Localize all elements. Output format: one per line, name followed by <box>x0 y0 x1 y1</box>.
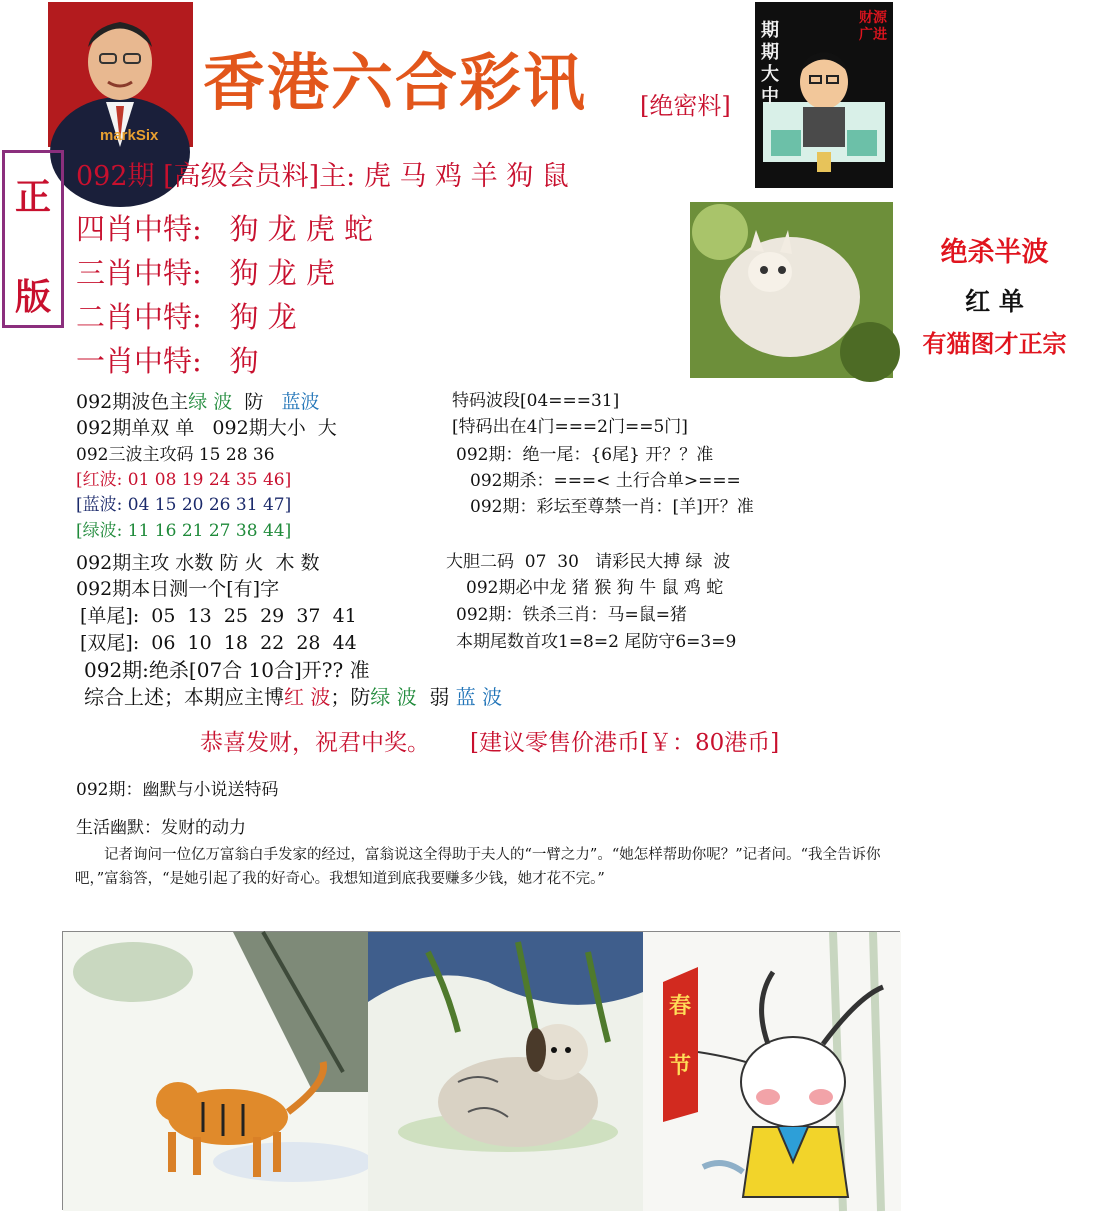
wave-mid: 防 <box>232 391 276 413</box>
pick-four <box>76 212 374 246</box>
wave-green: 绿 波 <box>188 391 233 413</box>
daily-char-line: 092期本日测一个[有]字 <box>76 578 280 600</box>
wave-prefix: 092期波色主 <box>76 391 189 413</box>
pick-three <box>76 256 335 290</box>
kill-combo-line: 092期杀：===< 土行合单>=== <box>470 471 741 491</box>
goat-cartoon <box>643 932 901 1209</box>
green-wave-line: [绿波: 11 16 21 27 38 44] <box>76 521 292 541</box>
pick-label: 三肖中特: <box>76 256 202 290</box>
cat-line-2: 红 单 <box>965 287 1024 316</box>
cat-image-box <box>690 202 1067 378</box>
pick-value: 狗 龙 <box>229 300 297 334</box>
badge-top-char: 正 <box>14 176 51 218</box>
photo-caption: markSix <box>100 127 159 144</box>
tail-attack-line: 本期尾数首攻1=8=2 尾防守6=3=9 <box>456 632 737 652</box>
cat-line-3: 有猫图才正宗 <box>922 329 1067 358</box>
summary-green: 绿 波 <box>370 685 417 709</box>
forbidden-line: 092期：彩坛至尊禁一肖：[羊]开？准 <box>470 497 754 517</box>
pick-value: 狗 <box>229 344 259 378</box>
page-subtitle: [绝密料] <box>640 92 731 120</box>
summary-mid: ；防 <box>330 685 371 709</box>
bold-two-line: 大胆二码 07 30 请彩民大搏 绿 波 <box>446 552 731 572</box>
authentic-badge <box>2 150 64 328</box>
banner-char-1: 春 <box>669 993 692 1019</box>
badge-bottom-char: 版 <box>14 276 51 318</box>
page-title: 香港六合彩讯 <box>203 46 588 119</box>
single-tail-line: [单尾]: 05 13 25 29 37 41 <box>80 605 357 627</box>
mascot-cartoon <box>755 2 893 188</box>
presenter-photo <box>48 2 193 147</box>
summary-red: 红 波 <box>284 685 331 709</box>
dog-painting <box>368 932 643 1209</box>
price-text: [建议零售价港币[￥：80港币] <box>470 730 780 756</box>
summary-line <box>84 687 502 707</box>
summary-blue: 蓝 波 <box>455 685 503 709</box>
humor-title: 092期：幽默与小说送特码 <box>76 780 279 800</box>
banner-char-2: 节 <box>669 1053 692 1079</box>
pick-two <box>76 300 297 334</box>
tail-line: 092期：绝一尾：{6尾} 开？？准 <box>456 445 714 465</box>
wave-blue: 蓝波 <box>281 391 320 413</box>
blue-wave-line: [蓝波: 04 15 20 26 31 47] <box>76 495 292 515</box>
congrats-text: 恭喜发财，祝君中奖。 <box>200 730 430 756</box>
must-hit-line: 092期必中龙 猪 猴 狗 牛 鼠 鸡 蛇 <box>466 578 724 598</box>
kill-line: 092期:绝杀[07合 10合]开?? 准 <box>84 658 370 682</box>
iron-kill-line: 092期：铁杀三肖：马=鼠=猪 <box>456 605 687 625</box>
summary-weak: 弱 <box>416 685 450 709</box>
segment-line: 特码波段[04===31] <box>452 391 620 411</box>
pick-value: 狗 龙 虎 <box>229 256 335 290</box>
pick-label: 四肖中特: <box>76 212 202 246</box>
cartoon-text-right: 财源广进 <box>859 10 887 43</box>
odd-even-line: 092期单双 单 092期大小 大 <box>76 417 337 439</box>
gates-line: [特码出在4门===2门==5门] <box>452 417 688 437</box>
main-attack-line: 092期主攻 水数 防 火 木 数 <box>76 552 320 574</box>
summary-prefix: 综合上述；本期应主博 <box>84 685 284 709</box>
pick-label: 二肖中特: <box>76 300 202 334</box>
red-wave-line: [红波: 01 08 19 24 35 46] <box>76 470 292 490</box>
double-tail-line: [双尾]: 06 10 18 22 28 44 <box>80 632 357 654</box>
cartoon-text-left: 期期大中 <box>761 20 779 107</box>
cat-line-1: 绝杀半波 <box>940 237 1049 268</box>
issue-main-line: 092期 [高级会员料]主: 虎 马 鸡 羊 狗 鼠 <box>76 161 569 192</box>
pick-label: 一肖中特: <box>76 344 202 378</box>
story-title: 生活幽默：发财的动力 <box>76 818 246 838</box>
zodiac-images <box>62 931 900 1210</box>
pick-value: 狗 龙 虎 蛇 <box>229 212 374 246</box>
wave-color-line <box>76 393 320 412</box>
three-wave-line: 092三波主攻码 15 28 36 <box>76 445 275 465</box>
pick-one <box>76 344 259 378</box>
story-paragraph: 记者询问一位亿万富翁白手发家的经过，富翁说这全得助于夫人的“一臂之力”。“她怎样帮助你呢？”记者问。“我全告诉你吧，”富翁答，“是她引起了我的好奇心。我想知道到底我要赚多少钱，她才花不完。” <box>75 847 881 887</box>
tiger-painting <box>63 932 368 1209</box>
